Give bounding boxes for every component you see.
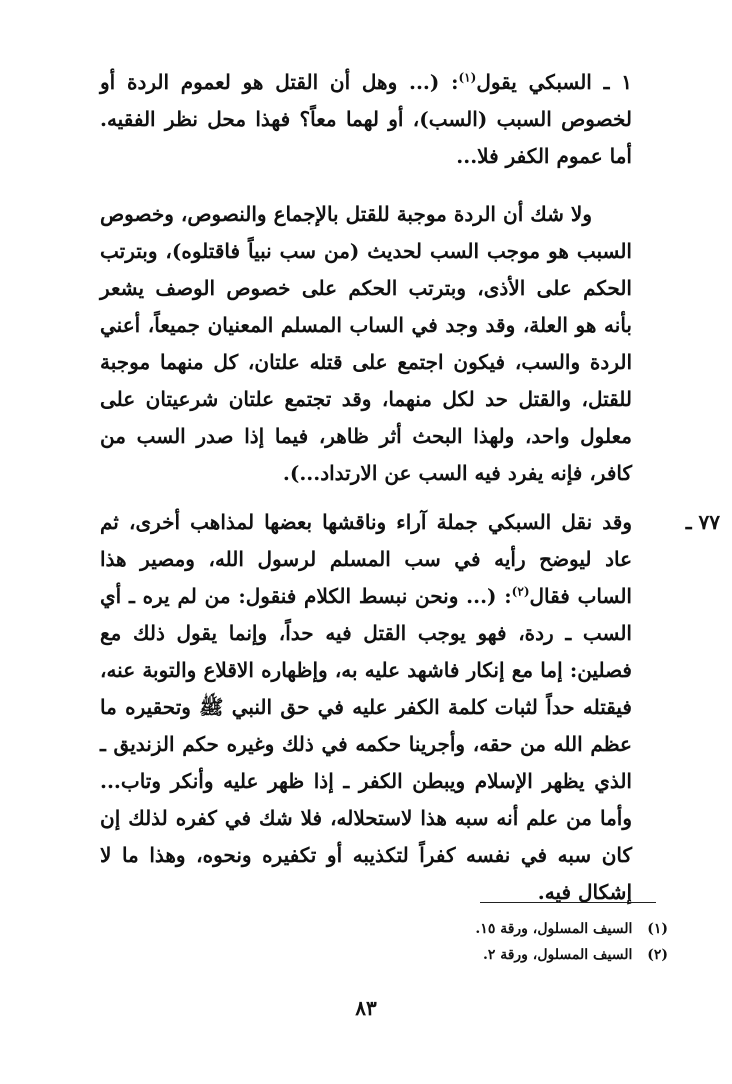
paragraph-text: : (... وهل أن القتل هو لعموم الردة أو لخصوص السبب (السب)، أو لهما معاً؟ فهذا محل نظر الفقيه. أما عموم الكفر فلا...: [100, 70, 632, 168]
paragraph-text: ولا شك أن الردة موجبة للقتل بالإجماع والنصوص، وخصوص السبب هو موجب السب لحديث (من سب نبياً فاقتلوه)، وبترتب الحكم على الأذى، وبترتب الحكم على خصوص الوصف يشعر بأنه هو العلة، وقد وجد في الساب المسلم المعنيان جميعاً، أعني الردة والسب، فيكون اجتمع على قتله علتان، كل منهما موجبة للقتل، والقتل حد لكل منهما، وقد تجتمع علتان شرعيتان على معلول واحد، ولهذا البحث أثر ظاهر، فيما إذا صدر السب من كافر، فإنه يفرد فيه السب عن الارتداد...).: [100, 202, 632, 485]
footnote-text: السيف المسلول، ورقة ١٥.: [475, 921, 633, 937]
footnote-1: [100, 916, 668, 942]
footnote-ref-2: (٢): [511, 584, 530, 599]
paragraph-number: ١ ـ: [603, 70, 632, 94]
paragraph-text-continued: : (... ونحن نبسط الكلام فنقول: من لم يره ـ أي السب ـ ردة، فهو يوجب القتل فيه حداً، وإنما يقول ذلك مع فصلين: إما مع إنكار فاشهد عليه به، وإظهاره الاقلاع والتوبة عنه، فيقتله حداً لثبات كلمة الكفر عليه في حق النبي ﷺ وتحقيره ما عظم الله من حقه، وأجرينا حكمه في ذلك وغيره حكم الزنديق ـ الذي يظهر الإسلام ويبطن الكفر ـ إذا ظهر عليه وأنكر وتاب... وأما من علم أنه سبه هذا لاستحلاله، فلا شك في كفره لذلك إن كان سبه في نفسه كفراً لتكذيبه أو تكفيره ونحوه، وهذا ما لا إشكال فيه.: [100, 584, 632, 904]
paragraph-77: [100, 504, 720, 911]
footnote-2: [100, 942, 668, 968]
paragraph-number: ٧٧ ـ: [685, 510, 720, 534]
page-number: ٨٣: [355, 996, 377, 1020]
paragraph-lead: السبكي يقول: [476, 70, 592, 94]
footnote-divider: [480, 902, 656, 903]
footnote-text: السيف المسلول، ورقة ٢.: [482, 947, 633, 963]
footnote-ref-1: (١): [458, 70, 477, 85]
paragraph-2: [100, 196, 632, 492]
paragraph-1: [100, 64, 632, 175]
footnote-mark: (١): [647, 921, 668, 937]
paragraph-text: وقد نقل السبكي جملة آراء وناقشها بعضها لمذاهب أخرى، ثم عاد ليوضح رأيه في سب المسلم لرسول الله، ومصير هذا الساب فقال: [100, 510, 632, 608]
footnote-mark: (٢): [647, 947, 668, 963]
